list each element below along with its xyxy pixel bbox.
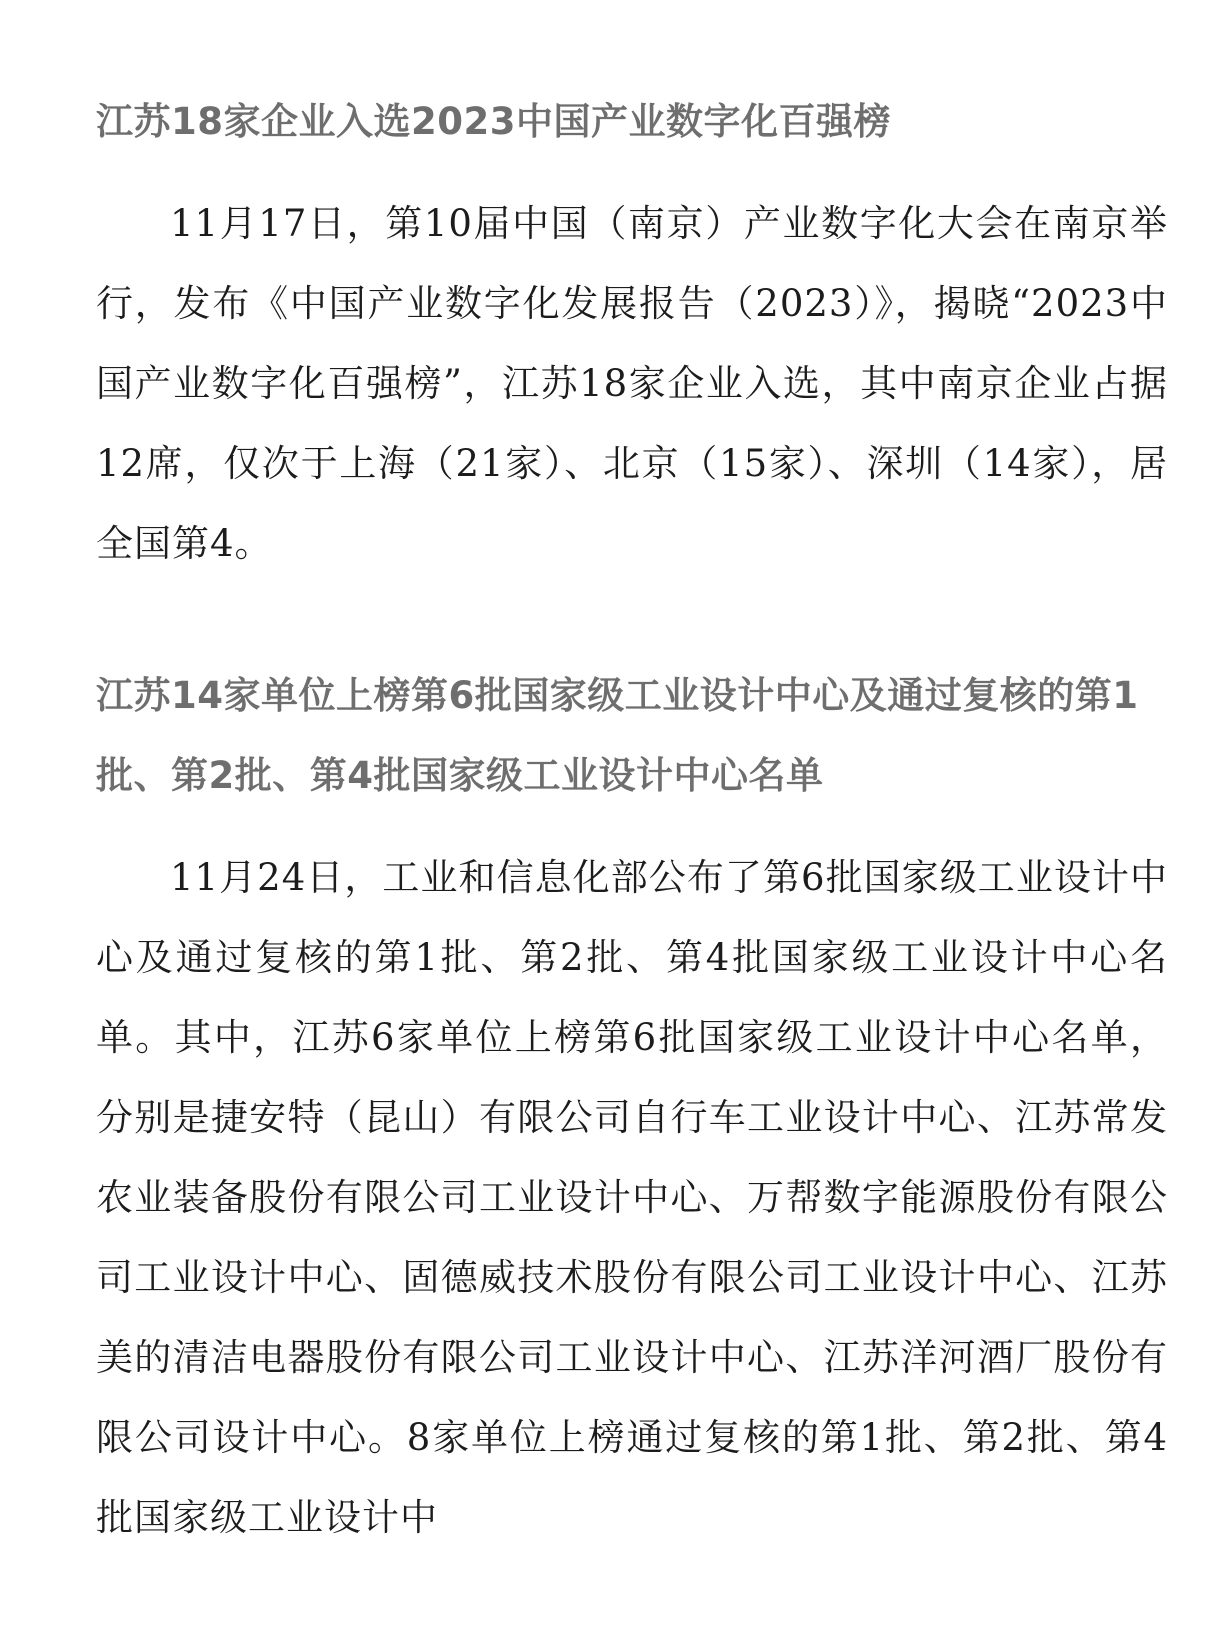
news-body: 11月24日，工业和信息化部公布了第6批国家级工业设计中心及通过复核的第1批、第2批、第4批国家级工业设计中心名单。其中，江苏6家单位上榜第6批国家级工业设计中心名单，分别是捷安特（昆山）有限公司自行车工业设计中心、江苏常发农业装备股份有限公司工业设计中心、万帮数字能源股份有限公司工业设计中心、固德威技术股份有限公司工业设计中心、江苏美的清洁电器股份有限公司工业设计中心、江苏洋河酒厂股份有限公司设计中心。8家单位上榜通过复核的第1批、第2批、第4批国家级工业设计中: [96, 856, 1168, 1539]
news-item-1: [96, 82, 1168, 584]
news-body: 11月17日，第10届中国（南京）产业数字化大会在南京举行，发布《中国产业数字化发展报告（2023）》，揭晓“2023中国产业数字化百强榜”，江苏18家企业入选，其中南京企业占据12席，仅次于上海（21家）、北京（15家）、深圳（14家），居全国第4。: [96, 202, 1168, 565]
news-headline: 江苏18家企业入选2023中国产业数字化百强榜: [96, 100, 891, 143]
news-item-2: [96, 656, 1168, 1558]
news-headline: 江苏14家单位上榜第6批国家级工业设计中心及通过复核的第1批、第2批、第4批国家级工业设计中心名单: [96, 674, 1139, 797]
